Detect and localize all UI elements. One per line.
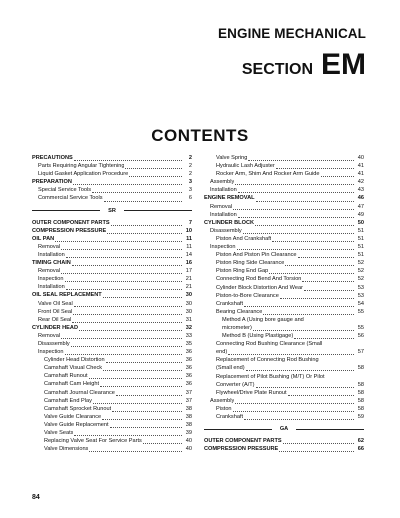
dot-leader bbox=[288, 390, 354, 396]
toc-entry-title: Piston Ring End Gap bbox=[216, 268, 269, 275]
toc-entry-page: 3 bbox=[188, 187, 192, 194]
toc-entry-title: Valve Seats bbox=[44, 430, 74, 436]
toc-entry-title: Installation bbox=[210, 187, 237, 194]
dot-leader bbox=[102, 414, 182, 420]
dot-leader bbox=[110, 422, 182, 428]
toc-entry[interactable] bbox=[32, 356, 192, 364]
toc-entry-page: 58 bbox=[357, 405, 364, 412]
toc-entry-page: 30 bbox=[185, 300, 192, 307]
toc-entry[interactable] bbox=[204, 275, 364, 283]
dot-leader bbox=[72, 260, 182, 266]
dot-leader bbox=[79, 325, 182, 331]
toc-entry-title: Commercial Service Tools bbox=[38, 195, 103, 202]
toc-entry[interactable] bbox=[32, 251, 192, 259]
toc-entry-page: 40 bbox=[357, 155, 364, 161]
dot-leader bbox=[125, 163, 182, 169]
dot-leader bbox=[246, 365, 354, 371]
toc-entry-title: Disassembly bbox=[210, 227, 242, 234]
toc-section-entry[interactable] bbox=[32, 291, 192, 299]
toc-entry-page: 7 bbox=[188, 219, 192, 226]
toc-entry-title: Bearing Clearance bbox=[216, 308, 263, 315]
toc-entry-title: Rear Oil Seal bbox=[38, 316, 72, 323]
dot-leader bbox=[304, 285, 354, 291]
dot-leader bbox=[244, 301, 354, 307]
toc-entry-page: 52 bbox=[357, 260, 364, 267]
toc-entry-page: 46 bbox=[357, 195, 364, 202]
toc-entry[interactable] bbox=[204, 259, 364, 267]
dot-leader bbox=[143, 438, 182, 444]
toc-entry-page: 33 bbox=[185, 332, 192, 339]
toc-entry-page: 31 bbox=[185, 316, 192, 323]
dot-leader bbox=[100, 381, 182, 387]
toc-entry-title: Cylinder Block Distortion And Wear bbox=[216, 284, 303, 291]
toc-entry[interactable] bbox=[32, 421, 192, 429]
toc-entry-title: Connecting Rod Bushing Clearance (Small bbox=[216, 341, 323, 348]
toc-entry[interactable] bbox=[32, 300, 192, 308]
toc-entry-page: 51 bbox=[357, 235, 364, 242]
chapter-title: ENGINE MECHANICAL bbox=[218, 26, 366, 41]
dot-leader bbox=[302, 276, 354, 282]
toc-entry[interactable] bbox=[204, 316, 364, 324]
toc-entry-title: Valve Spring bbox=[216, 155, 248, 161]
toc-entry-title: Installation bbox=[38, 284, 65, 291]
toc-entry-title: Assembly bbox=[210, 397, 235, 404]
dot-leader bbox=[107, 228, 182, 234]
dot-leader bbox=[73, 309, 182, 315]
toc-section-entry[interactable] bbox=[204, 437, 364, 445]
toc-entry[interactable] bbox=[204, 324, 364, 332]
toc-entry-page: 11 bbox=[186, 243, 192, 250]
toc-entry[interactable] bbox=[204, 405, 364, 413]
toc-entry[interactable] bbox=[204, 154, 364, 162]
toc-entry-page: 41 bbox=[357, 163, 364, 170]
toc-entry-title: Valve Oil Seal bbox=[38, 300, 73, 307]
toc-entry[interactable] bbox=[32, 372, 192, 380]
toc-entry-page: 47 bbox=[357, 203, 364, 210]
toc-entry-title: Inspection bbox=[210, 244, 236, 251]
dot-leader bbox=[238, 187, 354, 193]
toc-entry[interactable] bbox=[32, 348, 192, 356]
dot-leader bbox=[103, 365, 182, 371]
toc-entry[interactable] bbox=[204, 243, 364, 251]
toc-entry-title: Hydraulic Lash Adjuster bbox=[216, 163, 275, 170]
toc-entry-page: 10 bbox=[185, 227, 192, 234]
toc-right-column bbox=[204, 154, 364, 453]
toc-entry-page: 58 bbox=[357, 365, 364, 372]
dot-leader bbox=[55, 236, 182, 242]
divider-line bbox=[32, 210, 100, 211]
toc-entry-title: Piston And Crankshaft bbox=[216, 235, 272, 242]
toc-entry[interactable] bbox=[204, 186, 364, 194]
toc-entry-title: Valve Guide Clearance bbox=[44, 413, 102, 420]
toc-entry-title: OUTER COMPONENT PARTS bbox=[32, 219, 110, 226]
toc-entry-page: 3 bbox=[188, 179, 192, 186]
toc-entry-page: 57 bbox=[357, 349, 364, 356]
dot-leader bbox=[74, 301, 182, 307]
toc-section-entry[interactable] bbox=[32, 178, 192, 186]
divider-line bbox=[296, 429, 364, 430]
dot-leader bbox=[305, 317, 354, 322]
dot-leader bbox=[243, 228, 354, 234]
dot-leader bbox=[106, 357, 182, 363]
dot-leader bbox=[255, 220, 354, 226]
toc-entry[interactable] bbox=[32, 380, 192, 388]
toc-entry-title: COMPRESSION PRESSURE bbox=[32, 227, 107, 234]
toc-left-column bbox=[32, 154, 192, 453]
toc-entry-title: Camshaft Runout bbox=[44, 373, 88, 380]
toc-entry[interactable] bbox=[204, 267, 364, 275]
toc-entry-page: 39 bbox=[185, 430, 192, 436]
toc-entry-title: Flywheel/Drive Plate Runout bbox=[216, 389, 287, 396]
toc-entry-title: Replacing Valve Seat For Service Parts bbox=[44, 438, 142, 445]
toc-entry-page: 38 bbox=[185, 421, 192, 428]
divider-label: GA bbox=[279, 426, 289, 433]
toc-entry-title: Inspection bbox=[38, 349, 64, 356]
toc-entry-page: 62 bbox=[357, 438, 364, 445]
toc-entry-title: Piston And Piston Pin Clearance bbox=[216, 252, 297, 259]
dot-leader bbox=[228, 349, 354, 355]
section-word: SECTION bbox=[241, 61, 313, 78]
toc-entry[interactable] bbox=[204, 170, 364, 178]
toc-entry-title: Piston-to-Bore Clearance bbox=[216, 292, 279, 299]
toc-entry-page: 2 bbox=[188, 155, 192, 161]
toc-entry[interactable] bbox=[204, 251, 364, 259]
toc-entry-title: TIMING CHAIN bbox=[32, 260, 71, 267]
toc-entry[interactable] bbox=[32, 413, 192, 421]
toc-entry[interactable] bbox=[204, 211, 364, 219]
toc-entry-title: Assembly bbox=[210, 179, 235, 186]
toc-entry-title: Converter (A/T) bbox=[216, 381, 255, 388]
toc-entry-page: 43 bbox=[357, 187, 364, 194]
dot-leader bbox=[256, 382, 354, 388]
toc-entry[interactable] bbox=[32, 405, 192, 413]
toc-entry[interactable] bbox=[32, 316, 192, 324]
toc-entry-page: 56 bbox=[357, 333, 364, 340]
toc-entry[interactable] bbox=[204, 308, 364, 316]
toc-entry-title: PRECAUTIONS bbox=[32, 155, 73, 161]
dot-leader bbox=[65, 349, 183, 355]
toc-section-entry[interactable] bbox=[204, 219, 364, 227]
toc-entry-page: 35 bbox=[185, 340, 192, 347]
toc-entry-page: 58 bbox=[357, 397, 364, 404]
toc-entry-page: 40 bbox=[185, 446, 192, 453]
toc-entry[interactable] bbox=[32, 389, 192, 397]
toc-entry-title: Installation bbox=[210, 211, 237, 218]
toc-entry-title: Cylinder Head Distortion bbox=[44, 357, 105, 364]
dot-leader bbox=[71, 341, 182, 347]
toc-entry-page: 55 bbox=[357, 308, 364, 315]
toc-entry[interactable] bbox=[32, 397, 192, 405]
toc-entry-page: 40 bbox=[185, 438, 192, 445]
toc-entry-title: Valve Dimensions bbox=[44, 446, 89, 453]
toc-entry-title: Parts Requiring Angular Tightening bbox=[38, 163, 125, 170]
dot-leader bbox=[253, 325, 354, 331]
section-heading bbox=[242, 50, 366, 80]
dot-leader bbox=[116, 390, 182, 396]
toc-entry-page: 30 bbox=[185, 292, 192, 299]
toc-entry[interactable] bbox=[32, 437, 192, 445]
toc-section-entry[interactable] bbox=[204, 194, 364, 202]
toc-entry-page: 16 bbox=[185, 260, 192, 267]
toc-entry-page: 52 bbox=[357, 268, 364, 275]
toc-entry-page: 41 bbox=[357, 171, 364, 178]
dot-leader bbox=[92, 187, 182, 193]
toc-entry-title: Camshaft Sprocket Runout bbox=[44, 405, 112, 412]
toc-entry-page: 2 bbox=[188, 163, 192, 170]
dot-leader bbox=[298, 252, 354, 258]
dot-leader bbox=[61, 268, 182, 274]
dot-leader bbox=[235, 398, 354, 404]
toc-entry-title: CYLINDER HEAD bbox=[32, 324, 78, 331]
toc-entry-page: 49 bbox=[357, 211, 364, 218]
toc-entry-page: 50 bbox=[357, 219, 364, 226]
toc-entry-page: 66 bbox=[357, 446, 364, 453]
toc-entry-page: 36 bbox=[185, 373, 192, 380]
toc-entry[interactable] bbox=[32, 332, 192, 340]
toc-entry[interactable] bbox=[204, 364, 364, 372]
toc-entry[interactable] bbox=[32, 340, 192, 348]
toc-entry-title: Method B (Using Plastigage) bbox=[222, 333, 294, 340]
toc-entry-title: Camshaft Cam Height bbox=[44, 381, 100, 388]
toc-entry-title: Removal bbox=[38, 332, 61, 339]
dot-leader bbox=[320, 358, 354, 363]
dot-leader bbox=[93, 398, 182, 404]
dot-leader bbox=[89, 446, 182, 452]
dot-leader bbox=[285, 260, 354, 266]
toc-section-entry[interactable] bbox=[32, 235, 192, 243]
toc-entry-title: Rocker Arm, Shim And Rocker Arm Guide bbox=[216, 171, 320, 178]
toc-entry-title: Valve Guide Replacement bbox=[44, 421, 109, 428]
toc-entry-title: Camshaft Journal Clearance bbox=[44, 389, 115, 396]
toc-entry-title: Liquid Gasket Application Procedure bbox=[38, 171, 129, 178]
toc-entry-title: Camshaft Visual Check bbox=[44, 365, 103, 372]
toc-entry-page: 11 bbox=[186, 235, 192, 242]
contents-title: CONTENTS bbox=[151, 126, 249, 145]
toc-entry-title: Disassembly bbox=[38, 340, 70, 347]
toc-entry-title: Piston bbox=[216, 405, 232, 412]
toc-entry[interactable] bbox=[204, 381, 364, 389]
toc-entry-page: 58 bbox=[357, 389, 364, 396]
dot-leader bbox=[89, 373, 182, 379]
toc-entry-title: Crankshaft bbox=[216, 300, 244, 307]
toc-entry-title: ENGINE REMOVAL bbox=[204, 195, 255, 202]
toc-entry-page: 53 bbox=[357, 292, 364, 299]
toc-entry-title: micrometer) bbox=[222, 324, 252, 331]
dot-leader bbox=[65, 276, 183, 282]
toc-entry-page: 14 bbox=[185, 251, 192, 258]
dot-leader bbox=[237, 244, 355, 250]
toc-entry-page: 21 bbox=[185, 284, 192, 291]
toc-section-entry[interactable] bbox=[32, 219, 192, 227]
toc-entry[interactable] bbox=[32, 186, 192, 194]
toc-entry-page: 30 bbox=[185, 308, 192, 315]
toc-entry-title: Removal bbox=[38, 243, 61, 250]
toc-entry-page: 36 bbox=[185, 349, 192, 356]
dot-leader bbox=[276, 163, 354, 169]
toc-entry-title: Inspection bbox=[38, 276, 64, 283]
toc-entry-title: OIL PAN bbox=[32, 235, 55, 242]
toc-entry-title: Installation bbox=[38, 251, 65, 258]
toc-entry[interactable] bbox=[204, 235, 364, 243]
toc-entry[interactable] bbox=[204, 203, 364, 211]
toc-section-entry[interactable] bbox=[32, 227, 192, 235]
dot-leader bbox=[104, 196, 182, 202]
toc-entry-title: Method A (Using bore gauge and bbox=[222, 316, 304, 323]
toc-entry-page: 36 bbox=[185, 357, 192, 364]
toc-entry-title: CYLINDER BLOCK bbox=[204, 219, 255, 226]
toc-entry[interactable] bbox=[204, 348, 364, 356]
toc-entry-title: Camshaft End Play bbox=[44, 397, 92, 404]
toc-section-entry[interactable] bbox=[32, 154, 192, 162]
toc-entry-title: OUTER COMPONENT PARTS bbox=[204, 438, 282, 445]
dot-leader bbox=[233, 204, 354, 210]
toc-entry-page: 51 bbox=[357, 244, 364, 251]
toc-entry[interactable] bbox=[32, 267, 192, 275]
toc-entry-title: Removal bbox=[210, 203, 233, 210]
toc-entry[interactable] bbox=[32, 283, 192, 291]
toc-entry-page: 52 bbox=[357, 276, 364, 283]
divider-label: SR bbox=[108, 207, 116, 214]
toc-entry-page: 54 bbox=[357, 300, 364, 307]
dot-leader bbox=[323, 342, 354, 347]
toc-section-entry[interactable] bbox=[204, 445, 364, 453]
toc-entry-page: 55 bbox=[357, 324, 364, 331]
toc-entry-title: OIL SEAL REPLACEMENT bbox=[32, 292, 102, 299]
toc-entry-page: 17 bbox=[185, 268, 192, 275]
toc-entry-title: Special Service Tools bbox=[38, 187, 92, 194]
toc-entry[interactable] bbox=[32, 275, 192, 283]
toc-entry[interactable] bbox=[32, 364, 192, 372]
toc-entry-page: 6 bbox=[188, 195, 192, 202]
toc-entry[interactable] bbox=[204, 284, 364, 292]
dot-leader bbox=[326, 374, 355, 379]
toc-entry-page: 42 bbox=[357, 179, 364, 186]
dot-leader bbox=[66, 252, 182, 258]
toc-entry[interactable] bbox=[32, 308, 192, 316]
toc-entry[interactable] bbox=[32, 429, 192, 437]
dot-leader bbox=[321, 171, 354, 177]
dot-leader bbox=[72, 317, 182, 323]
dot-leader bbox=[248, 155, 354, 161]
divider-line bbox=[204, 429, 272, 430]
toc-entry[interactable] bbox=[204, 389, 364, 397]
dot-leader bbox=[111, 220, 182, 226]
toc-entry-page: 51 bbox=[357, 252, 364, 259]
toc-entry[interactable] bbox=[32, 445, 192, 453]
toc-entry[interactable] bbox=[204, 300, 364, 308]
dot-leader bbox=[238, 212, 354, 218]
section-code: EM bbox=[321, 48, 366, 81]
toc-entry-title: COMPRESSION PRESSURE bbox=[204, 446, 279, 453]
dot-leader bbox=[74, 430, 182, 436]
dot-leader bbox=[74, 155, 182, 161]
dot-leader bbox=[235, 179, 354, 185]
toc-entry[interactable] bbox=[32, 162, 192, 170]
section-divider bbox=[32, 206, 192, 216]
dot-leader bbox=[263, 309, 354, 315]
toc-entry-page: 37 bbox=[185, 397, 192, 404]
section-divider bbox=[204, 424, 364, 434]
dot-leader bbox=[256, 196, 354, 202]
toc-entry[interactable] bbox=[204, 332, 364, 340]
toc-entry-page: 38 bbox=[185, 413, 192, 420]
toc-entry[interactable] bbox=[204, 162, 364, 170]
toc-entry-page: 21 bbox=[185, 276, 192, 283]
toc-entry-title: PREPARATION bbox=[32, 179, 72, 186]
toc-section-entry[interactable] bbox=[32, 324, 192, 332]
dot-leader bbox=[280, 293, 354, 299]
dot-leader bbox=[269, 268, 354, 274]
dot-leader bbox=[61, 244, 182, 250]
toc-entry-title: Piston Ring Side Clearance bbox=[216, 260, 285, 267]
toc-entry-page: 53 bbox=[357, 284, 364, 291]
toc-entry[interactable] bbox=[32, 243, 192, 251]
toc-entry[interactable] bbox=[204, 292, 364, 300]
toc-section-entry[interactable] bbox=[32, 259, 192, 267]
toc-entry-page: 38 bbox=[185, 405, 192, 412]
toc-entry[interactable] bbox=[204, 340, 364, 348]
toc-entry[interactable] bbox=[204, 356, 364, 364]
toc-entry-title: Removal bbox=[38, 268, 61, 275]
dot-leader bbox=[73, 179, 182, 185]
dot-leader bbox=[103, 292, 182, 298]
toc-entry-page: 59 bbox=[357, 414, 364, 420]
toc-entry[interactable] bbox=[204, 397, 364, 405]
dot-leader bbox=[61, 333, 182, 339]
dot-leader bbox=[279, 446, 354, 452]
toc-entry[interactable] bbox=[32, 194, 192, 202]
toc-entry-title: Front Oil Seal bbox=[38, 308, 73, 315]
dot-leader bbox=[112, 406, 182, 412]
toc-entry[interactable] bbox=[204, 373, 364, 381]
toc-entry-page: 37 bbox=[185, 389, 192, 396]
toc-entry-page: 36 bbox=[185, 381, 192, 388]
toc-entry[interactable] bbox=[204, 413, 364, 421]
page-number: 84 bbox=[32, 494, 40, 501]
toc-entry-page: 32 bbox=[185, 324, 192, 331]
toc-entry[interactable] bbox=[204, 227, 364, 235]
toc-entry-page: 2 bbox=[188, 171, 192, 178]
dot-leader bbox=[272, 236, 354, 242]
dot-leader bbox=[129, 171, 182, 177]
toc-entry-page: 36 bbox=[185, 365, 192, 372]
toc-entry-title: Connecting Rod Bend And Torsion bbox=[216, 276, 302, 283]
toc-entry[interactable] bbox=[32, 170, 192, 178]
dot-leader bbox=[66, 284, 182, 290]
dot-leader bbox=[283, 438, 354, 444]
toc-entry-page: 58 bbox=[357, 381, 364, 388]
dot-leader bbox=[233, 406, 354, 412]
toc-entry-title: Replacement of Connecting Rod Bushing bbox=[216, 357, 319, 364]
dot-leader bbox=[294, 333, 354, 339]
divider-line bbox=[124, 210, 192, 211]
toc-entry-title: Replacement of Pilot Bushing (M/T) Or Pilot bbox=[216, 373, 325, 380]
toc-entry-title: end) bbox=[216, 349, 228, 356]
toc-entry-page: 51 bbox=[357, 227, 364, 234]
dot-leader bbox=[244, 414, 354, 420]
toc-entry-title: Crankshaft bbox=[216, 414, 244, 420]
toc-entry[interactable] bbox=[204, 178, 364, 186]
toc-entry-title: (Small end) bbox=[216, 365, 245, 372]
